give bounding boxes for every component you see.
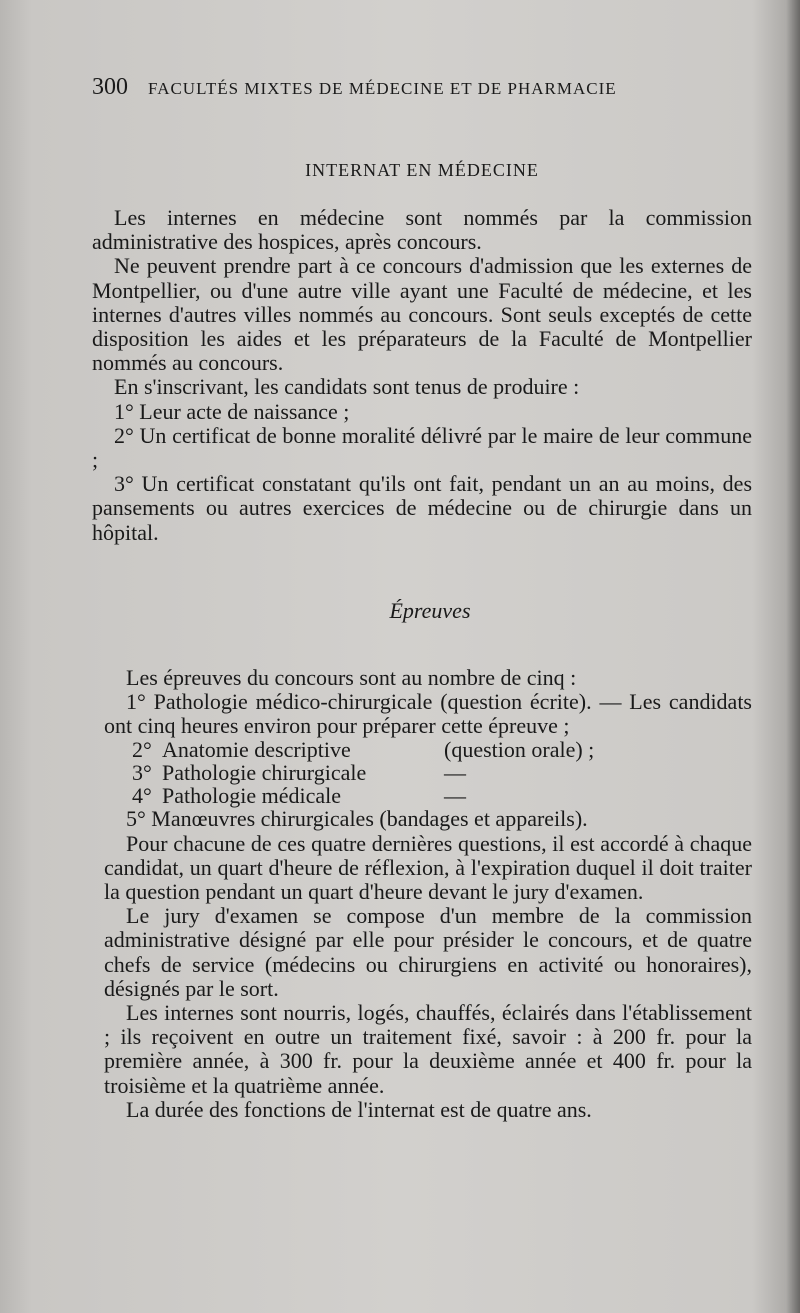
paragraph: La durée des fonctions de l'internat est de quatre ans. (126, 1096, 592, 1122)
item-kind: (question orale) ; (444, 737, 595, 763)
paragraph: Pour chacune de ces quatre dernières questions, il est accordé à chaque candidat, un quart d'heure de réflexion, à l'expiration duquel il doit traiter la question pendant un quart d'heure devant le jury d'examen. (104, 830, 752, 905)
paragraph: 2° Un certificat de bonne moralité délivré par le maire de leur commune ; (92, 422, 752, 473)
item-ordinal: 4° (132, 783, 152, 809)
section-title: INTERNAT EN MÉDECINE (305, 160, 539, 180)
page-edge-shadow (786, 0, 800, 1313)
item-ordinal: 2° (132, 737, 152, 763)
item-kind: — (444, 760, 466, 786)
paragraph: Le jury d'examen se compose d'un membre de la commission administrative désigné par elle pour présider le concours, et de quatre chefs de service (médecins ou chirurgiens en activité ou honoraires), désignés par le sort. (104, 903, 752, 1001)
paragraph: 1° Leur acte de naissance ; (114, 398, 350, 424)
paragraph: 3° Un certificat constatant qu'ils ont fait, pendant un an au moins, des pansements ou autres exercices de médecine ou de chirurgie dans un hôpital. (92, 471, 752, 545)
epreuve-item-5: 5° Manœuvres chirurgicales (bandages et appareils). (126, 806, 588, 832)
item-kind: — (444, 783, 466, 809)
epreuve-item (92, 784, 752, 807)
running-head-title: FACULTÉS MIXTES DE MÉDECINE ET DE PHARMACIE (148, 79, 617, 98)
running-head (92, 74, 752, 106)
epreuves-title: Épreuves (389, 597, 471, 623)
item-label: Anatomie descriptive (162, 737, 351, 763)
page-number: 300 (92, 74, 128, 100)
epreuves-intro: Les épreuves du concours sont au nombre de cinq : (126, 664, 577, 690)
paragraph: Les internes en médecine sont nommés par la commission administrative des hospices, après concours. (92, 205, 752, 255)
epreuve-item-1: 1° Pathologie médico-chirurgicale (question écrite). — Les candidats ont cinq heures environ pour préparer cette épreuve ; (104, 689, 752, 739)
item-label: Pathologie médicale (162, 783, 341, 809)
item-ordinal: 3° (132, 760, 152, 786)
paragraph: En s'inscrivant, les candidats sont tenus de produire : (114, 374, 580, 400)
epreuve-item (92, 738, 752, 761)
paragraph: Ne peuvent prendre part à ce concours d'admission que les externes de Montpellier, ou d'une autre ville ayant une Faculté de médecine, et les internes d'autres villes nommés au concours. Sont seuls exceptés de cette disposition les aides et les préparateurs de la Faculté de Montpellier nommés au concours. (92, 253, 752, 376)
epreuve-item (92, 761, 752, 784)
item-label: Pathologie chirurgicale (162, 760, 367, 786)
paragraph: Les internes sont nourris, logés, chauffés, éclairés dans l'établissement ; ils reçoivent en outre un traitement fixé, savoir : à 200 fr. pour la première année, à 300 fr. pour la deuxième année et 400 fr. pour la troisième et la quatrième année. (104, 1000, 752, 1098)
